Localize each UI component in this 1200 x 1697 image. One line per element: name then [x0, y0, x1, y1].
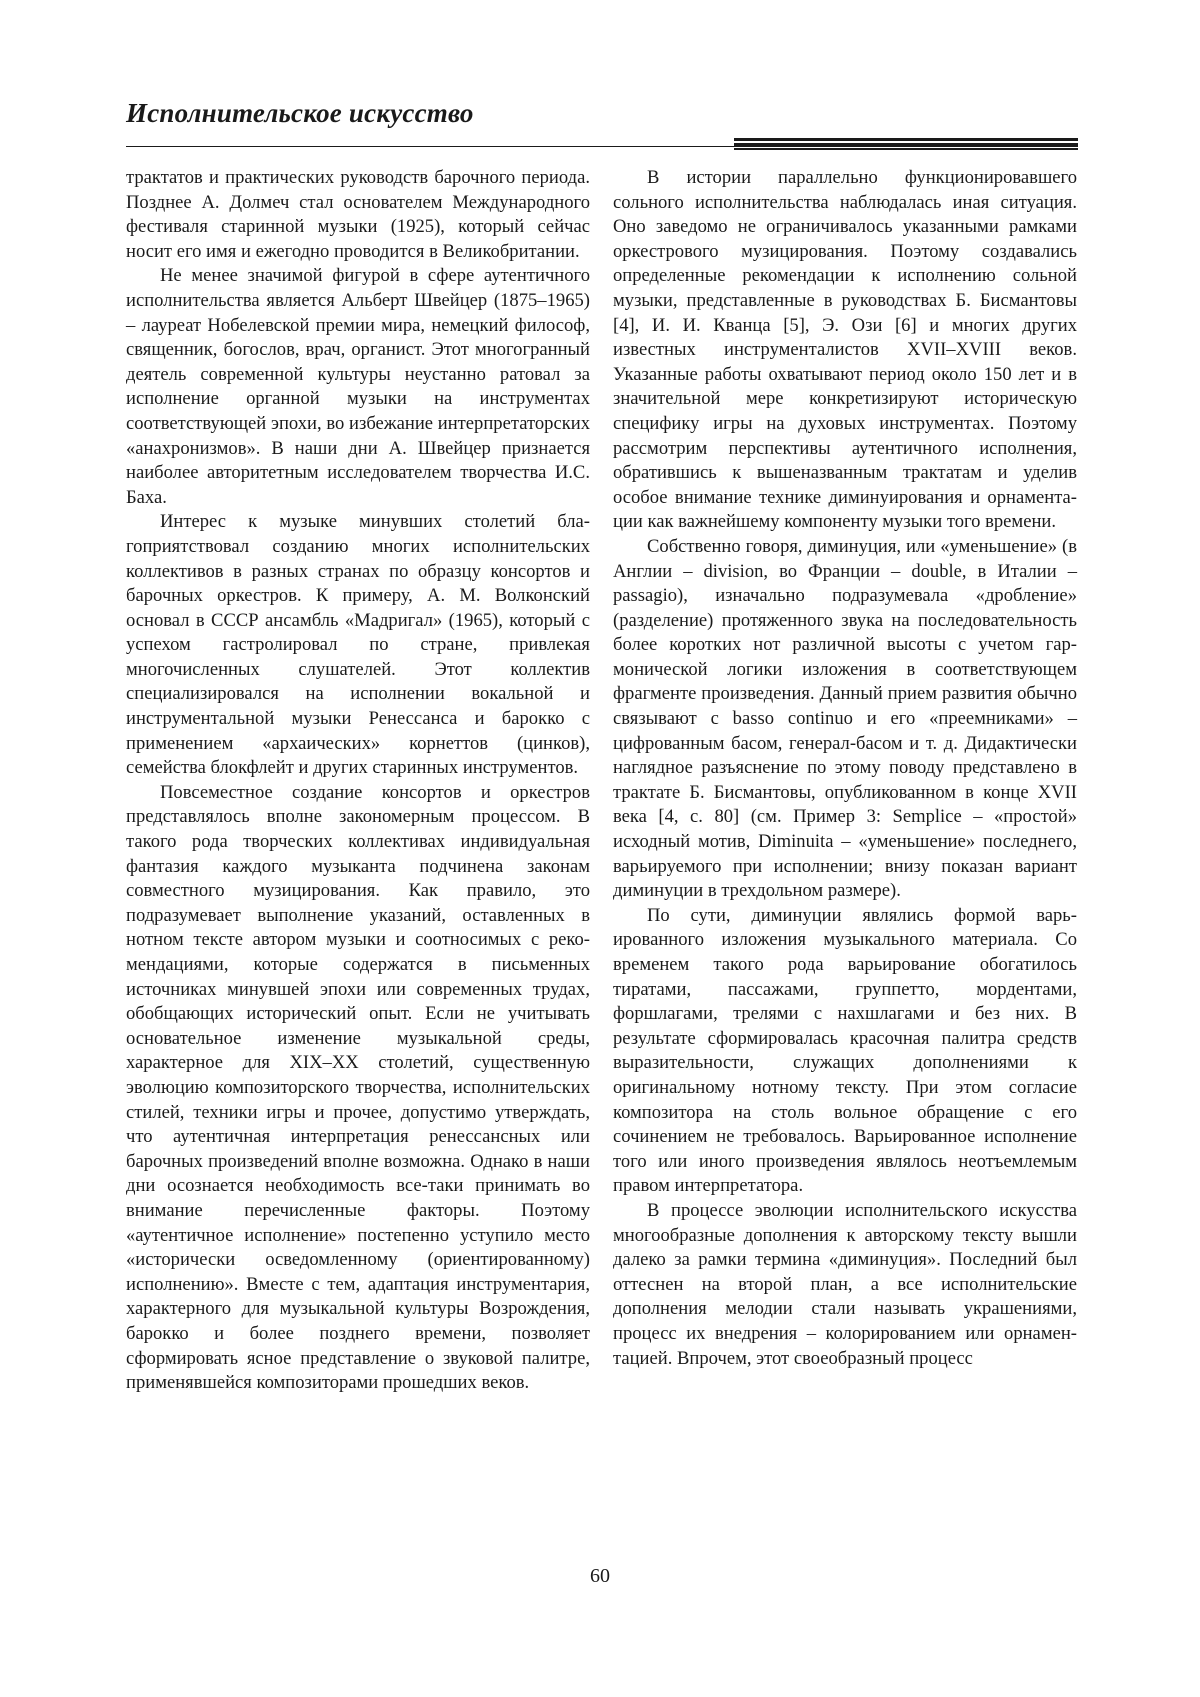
header-rule-heavy-2	[734, 143, 1078, 146]
paragraph: Не менее значимой фигурой в сфере аутентичного исполнительства является Альберт Швейцер (1875–1965) – лауреат Нобелевской премии мира, немецкий философ, священник, богослов, врач, органист. Этот многогранный деятель современной культуры неустанно ратовал за исполнение органной музыки на инструментах соответствующей эпохи, во избежание интерпретаторских «анахронизмов». В наши дни А. Швейцер признается наиболее авторитетным исследователем творчества И.С. Баха.	[126, 265, 590, 508]
header-rule	[126, 146, 1078, 147]
paragraph: Интерес к музыке минувших столетий благоприятствовал созданию многих исполнительских коллективов в разных странах по образцу консортов и барочных оркестров. К примеру, А. М. Волконский основал в СССР ансамбль «Мадригал» (1965), который с успехом гастролировал по стране, привлекая многочисленных слушателей. Этот коллектив специализировался на исполнении вокальной и инструментальной музыки Ренессанса и барокко с применением «архаических» корнеттов (цинков), семейства блокфлейт и других старинных инструментов.	[126, 511, 590, 779]
paragraph: По сути, диминуции являлись формой варьированного изложения музыкального материала. Со временем такого рода варьирование обогатилось тиратами, пассажами, группетто, мордентами, форшлагами, трелями с нахшлагами и без них. В результате сформировалась красочная палитра средств выразительности, служащих дополнениями к оригинальному нотному тексту. При этом согласие композитора на столь вольное обращение с его сочинением не требовалось. Варьированное исполнение того или иного произведения являлось неотъемлемым правом интерпретатора.	[613, 904, 1077, 1197]
header-rule-heavy-1	[734, 138, 1078, 141]
left-text-column	[126, 166, 590, 1396]
paragraph: трактатов и практических руководств барочного периода. Позднее А. Долмеч стал основателем Международного фестиваля старинной музыки (1925), который сейчас носит его имя и ежегодно проводится в Великобритании.	[126, 167, 590, 262]
paragraph: В процессе эволюции исполнительского искусства многообразные дополнения к авторскому тексту вышли далеко за рамки термина «диминуция». Последний был оттеснен на второй план, а все исполнительские дополнения мелодии стали называть украшениями, процесс их внедрения – колорированием или орнаментацией. Впрочем, этот своеобразный процесс	[613, 1199, 1077, 1369]
page-number: 60	[590, 1565, 610, 1587]
running-header-title: Исполнительское искусство	[126, 98, 474, 128]
paragraph: Собственно говоря, диминуция, или «уменьшение» (в Англии – division, во Франции – double, в Италии – passagio), изначально подразумевала «дробление» (разделение) протяженного звука на последовательность более коротких нот различной высоты с учетом гармонической логики изложения в соответствующем фрагменте произведения. Данный прием развития обычно связывают с basso continuo и его «преемниками» – цифрованным басом, генерал-басом и т. д. Дидактически наглядное разъяснение по этому поводу представлено в трактате Б. Бисмантовы, опубликованном в конце XVII века [4, с. 80] (см. Пример 3: Semplice – «простой» исходный мотив, Diminuita – «уменьшение» последнего, варьируемого при исполнении; внизу показан вариант диминуции в трехдольном размере).	[613, 535, 1077, 902]
paragraph: В истории параллельно функционировавшего сольного исполнительства наблюдалась иная ситуация. Оно заведомо не ограничивалось указанными рамками оркестрового музицирования. Поэтому создавались определенные рекомендации к исполнению сольной музыки, представленные в руководствах Б. Бисмантовы [4], И. И. Кванца [5], Э. Ози [6] и многих других известных инструменталистов XVII–XVIII веков. Указанные работы охватывают период около 150 лет и в значительной мере конкретизируют историческую специфику игры на духовых инструментах. Поэтому рассмотрим перспективы аутентичного исполнения, обратившись к вышеназванным трактатам и уделив особое внимание технике диминуирования и орнаментации как важнейшему компоненту музыки того времени.	[613, 167, 1077, 533]
header-rule-heavy-3	[734, 148, 1078, 150]
right-text-column	[613, 166, 1077, 1371]
paragraph: Повсеместное создание консортов и оркестров представлялось вполне закономерным процессом. В такого рода творческих коллективах индивидуальная фантазия каждого музыканта подчинена законам совместного музицирования. Как правило, это подразумевает выполнение указаний, оставленных в нотном тексте автором музыки и соотносимых с рекомендациями, которые содержатся в письменных источниках минувшей эпохи или современных трудах, обобщающих исторический опыт. Если не учитывать основательное изменение музыкальной среды, характерное для XIX–XX столетий, существенную эволюцию композиторского творчества, исполнительских стилей, техники игры и прочее, допустимо утверждать, что аутентичная интерпретация ренессансных или барочных произведений вполне возможна. Однако в наши дни осознается необходимость все-таки принимать во внимание перечисленные факторы. Поэтому «аутентичное исполнение» постепенно уступило место «исторически осведомленному (ориентированному) исполнению». Вместе с тем, адаптация инструментария, характерного для музыкальной культуры Возрождения, барокко и более позднего времени, позволяет сформировать ясное представление о звуковой палитре, применявшейся композиторами прошедших веков.	[126, 781, 590, 1394]
